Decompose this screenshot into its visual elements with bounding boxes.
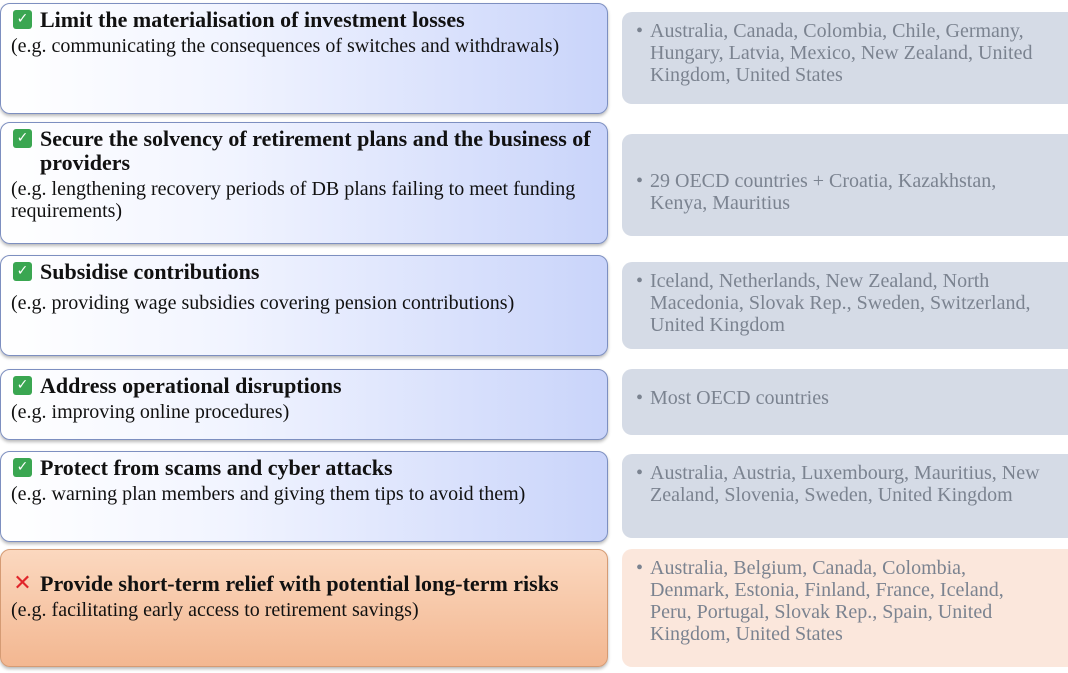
measure-row: [0, 369, 1068, 440]
countries-list: Australia, Austria, Luxembourg, Mauritius, New Zealand, Slovenia, Sweden, United Kingdom: [650, 462, 1040, 506]
bullet-icon: •: [636, 20, 644, 42]
check-box-icon: ✓: [13, 262, 32, 281]
countries-box: [622, 134, 1068, 236]
measure-description: (e.g. lengthening recovery periods of DB plans failing to meet funding requirements): [11, 178, 576, 222]
bullet-icon: •: [636, 270, 644, 292]
countries-list: 29 OECD countries + Croatia, Kazakhstan, Kenya, Mauritius: [650, 170, 997, 214]
measure-row: [0, 255, 1068, 356]
check-box-icon: ✓: [13, 10, 32, 29]
countries-box: [622, 262, 1068, 349]
measure-panel: [0, 369, 608, 440]
measure-row: [0, 549, 1068, 667]
countries-box: [622, 549, 1068, 667]
measure-panel: [0, 255, 608, 356]
countries-box: [622, 454, 1068, 538]
measure-description: (e.g. improving online procedures): [11, 401, 290, 423]
measure-title: Subsidise contributions: [40, 259, 260, 284]
countries-list: Australia, Belgium, Canada, Colombia, Denmark, Estonia, Finland, France, Iceland, Peru, Portugal, Slovak Rep., Spain, United Kingdom, United States: [650, 557, 1004, 645]
measure-description: (e.g. providing wage subsidies covering pension contributions): [11, 292, 515, 314]
measure-title: Address operational disruptions: [40, 373, 342, 398]
bullet-icon: •: [636, 462, 644, 484]
measure-title: Protect from scams and cyber attacks: [40, 455, 393, 480]
measure-row: [0, 3, 1068, 114]
measure-title: Limit the materialisation of investment losses: [40, 7, 465, 32]
measure-panel: [0, 451, 608, 542]
measure-row: [0, 122, 1068, 244]
measure-panel: [0, 122, 608, 244]
measure-panel: [0, 3, 608, 114]
check-box-icon: ✓: [13, 458, 32, 477]
countries-box: [622, 369, 1068, 435]
measure-description: (e.g. facilitating early access to retirement savings): [11, 599, 419, 621]
bullet-icon: •: [636, 557, 644, 579]
measure-title: Provide short-term relief with potential long-term risks: [40, 571, 559, 596]
countries-list: Iceland, Netherlands, New Zealand, North Macedonia, Slovak Rep., Sweden, Switzerland, United Kingdom: [650, 270, 1031, 336]
bullet-icon: •: [636, 387, 644, 409]
measure-description: (e.g. communicating the consequences of switches and withdrawals): [11, 35, 560, 57]
countries-list: Australia, Canada, Colombia, Chile, Germany, Hungary, Latvia, Mexico, New Zealand, United Kingdom, United States: [650, 20, 1033, 86]
measure-panel-warning: [0, 549, 608, 667]
measure-row: [0, 451, 1068, 542]
countries-box: [622, 12, 1068, 104]
cross-icon: ✕: [13, 571, 32, 596]
measure-description: (e.g. warning plan members and giving them tips to avoid them): [11, 483, 526, 505]
check-box-icon: ✓: [13, 376, 32, 395]
countries-list: Most OECD countries: [650, 387, 829, 409]
measure-title: Secure the solvency of retirement plans and the business of providers: [40, 126, 591, 175]
bullet-icon: •: [636, 170, 644, 192]
check-box-icon: ✓: [13, 129, 32, 148]
